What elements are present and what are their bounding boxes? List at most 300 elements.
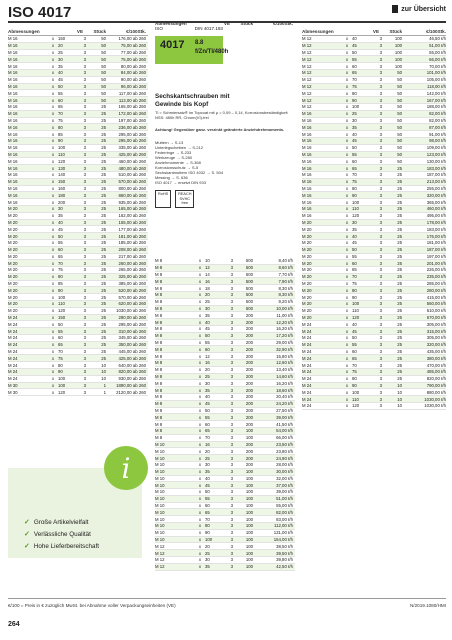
cell-length: 150 (58, 315, 66, 321)
cell-price: 670,00 ℓ/h (426, 315, 446, 321)
cell-price: 118,00 ℓ/h (427, 83, 446, 89)
table-row[interactable] (8, 186, 148, 193)
cell-pieces: 10 (397, 403, 402, 409)
cell-length: 50 (352, 145, 357, 151)
ref-line[interactable]: Unterlegscheiben → S-212 (155, 145, 204, 150)
cell-ve: 3 (379, 213, 382, 219)
cell-x-separator: x (51, 219, 55, 225)
table-row[interactable] (155, 380, 295, 387)
table-row[interactable] (302, 301, 446, 308)
table-row[interactable] (155, 428, 295, 435)
table-row[interactable] (8, 43, 148, 50)
table-row[interactable] (302, 362, 446, 369)
cell-price: 495,00 ℓ/h (426, 213, 446, 219)
table-row[interactable] (8, 240, 148, 247)
table-row[interactable] (302, 349, 446, 356)
cell-ve: 3 (83, 301, 86, 307)
cell-x-separator: x (198, 312, 202, 318)
table-row[interactable] (155, 265, 295, 272)
table-row[interactable] (302, 226, 446, 233)
table-row[interactable] (155, 408, 295, 415)
table-row[interactable] (8, 97, 148, 104)
table-row[interactable] (302, 287, 446, 294)
cell-price: 176,00 ab 260 (118, 36, 146, 42)
table-row[interactable] (302, 369, 446, 376)
ref-line[interactable]: Muttern → S-13 (155, 140, 184, 145)
table-row[interactable] (302, 186, 446, 193)
cell-x-separator: x (51, 117, 55, 123)
table-row[interactable] (302, 104, 446, 111)
cell-x-separator: x (51, 247, 55, 253)
cell-thread-size: M 10 (155, 509, 165, 515)
table-row[interactable] (302, 342, 446, 349)
table-row[interactable] (155, 401, 295, 408)
cell-price: 39,00 ℓ/h (276, 489, 293, 495)
cell-thread-size: M 16 (8, 131, 18, 137)
cell-length: 150 (58, 36, 66, 42)
table-row[interactable] (155, 258, 295, 265)
table-row[interactable] (302, 165, 446, 172)
table-row[interactable] (8, 220, 148, 227)
overview-link[interactable] (392, 5, 446, 13)
table-row[interactable] (302, 152, 446, 159)
cell-pieces: 25 (101, 328, 106, 334)
cell-ve: 3 (230, 326, 233, 332)
table-row[interactable] (155, 557, 295, 564)
cell-thread-size: M 12 (155, 557, 165, 563)
table-row[interactable] (155, 442, 295, 449)
cell-length: 110 (58, 301, 65, 307)
table-row[interactable] (8, 199, 148, 206)
cell-ve: 3 (83, 172, 86, 178)
table-row[interactable] (302, 335, 446, 342)
cell-x-separator: x (51, 111, 55, 117)
cell-pieces: 25 (101, 179, 106, 185)
cell-thread-size: M 20 (302, 219, 312, 225)
cell-price: 197,00 ab 260 (118, 117, 146, 123)
table-row[interactable] (8, 376, 148, 383)
table-row[interactable] (8, 226, 148, 233)
cell-ve: 3 (230, 448, 233, 454)
cell-pieces: 25 (397, 226, 402, 232)
table-row[interactable] (155, 319, 295, 326)
cell-ve: 3 (379, 63, 382, 69)
table-row[interactable] (8, 165, 148, 172)
table-row[interactable] (302, 179, 446, 186)
table-row[interactable] (155, 285, 295, 292)
table-row[interactable] (8, 138, 148, 145)
table-row[interactable] (302, 328, 446, 335)
table-row[interactable] (302, 240, 446, 247)
table-row[interactable] (155, 394, 295, 401)
cell-x-separator: x (345, 83, 349, 89)
cell-pieces: 25 (397, 267, 402, 273)
cell-pieces: 25 (101, 233, 106, 239)
cell-x-separator: x (51, 185, 55, 191)
table-row[interactable] (8, 172, 148, 179)
cell-ve: 3 (379, 97, 382, 103)
cell-ve: 3 (230, 346, 233, 352)
table-row[interactable] (8, 389, 148, 396)
table-row[interactable] (8, 192, 148, 199)
table-row[interactable] (302, 90, 446, 97)
cell-price: 880,00 ℓ/h (426, 389, 446, 395)
table-row[interactable] (155, 414, 295, 421)
cell-price: 183,00 ℓ/h (426, 226, 446, 232)
cell-pieces: 50 (101, 70, 106, 76)
table-row[interactable] (8, 158, 148, 165)
cell-length: 50 (58, 321, 63, 327)
table-row[interactable] (302, 247, 446, 254)
table-row[interactable] (302, 138, 446, 145)
cell-length: 120 (352, 315, 360, 321)
cell-x-separator: x (198, 509, 202, 515)
ref-line[interactable]: Anziehmomente → S-368 (155, 160, 201, 165)
ref-line[interactable]: Federringe → S-233 (155, 150, 192, 155)
table-row[interactable] (8, 50, 148, 57)
table-row[interactable] (302, 260, 446, 267)
cell-pieces: 10 (101, 362, 106, 368)
table-row[interactable] (155, 564, 295, 571)
table-row[interactable] (155, 299, 295, 306)
cell-pieces: 500 (245, 265, 253, 271)
table-row[interactable] (8, 281, 148, 288)
ref-line[interactable]: Werkzeuge → S-280 (155, 155, 193, 160)
cell-price: 20,40 ℓ/h (276, 394, 293, 400)
cell-ve: 3 (379, 253, 382, 259)
table-row[interactable] (155, 312, 295, 319)
cell-pieces: 50 (397, 83, 402, 89)
cell-ve: 3 (379, 226, 382, 232)
cell-price: 280,00 ℓ/h (426, 287, 446, 293)
table-row[interactable] (302, 220, 446, 227)
ref-line[interactable]: Sechskantmuttern ISO 4032 → S. 504 (155, 170, 224, 175)
cell-x-separator: x (345, 240, 349, 246)
cell-length: 60 (58, 97, 63, 103)
table-row[interactable] (302, 376, 446, 383)
cell-pieces: 50 (397, 111, 402, 117)
table-row[interactable] (302, 124, 446, 131)
cell-thread-size: M 16 (302, 192, 312, 198)
table-row[interactable] (155, 387, 295, 394)
cell-length: 35 (58, 213, 63, 219)
cell-thread-size: M 16 (8, 104, 18, 110)
table-row[interactable] (8, 118, 148, 125)
table-row[interactable] (8, 56, 148, 63)
table-row[interactable] (8, 335, 148, 342)
table-row[interactable] (155, 326, 295, 333)
cell-x-separator: x (345, 111, 349, 117)
table-row[interactable] (302, 254, 446, 261)
table-row[interactable] (8, 294, 148, 301)
cell-pieces: 200 (245, 333, 253, 339)
table-row[interactable] (155, 503, 295, 510)
table-row[interactable] (302, 111, 446, 118)
table-row[interactable] (8, 355, 148, 362)
cell-thread-size: M 12 (302, 77, 312, 83)
cell-thread-size: M 16 (8, 145, 18, 151)
table-row[interactable] (8, 36, 148, 43)
table-row[interactable] (302, 172, 446, 179)
table-row[interactable] (155, 367, 295, 374)
cell-thread-size: M 12 (302, 90, 312, 96)
cell-thread-size: M 20 (8, 267, 18, 273)
cell-x-separator: x (198, 435, 202, 441)
table-row[interactable] (8, 90, 148, 97)
cell-pieces: 25 (397, 219, 402, 225)
table-row[interactable] (155, 435, 295, 442)
table-row[interactable] (302, 131, 446, 138)
cell-thread-size: M 16 (8, 165, 18, 171)
table-row[interactable] (8, 274, 148, 281)
table-row[interactable] (302, 321, 446, 328)
cell-thread-size: M 24 (302, 349, 312, 355)
cell-pieces: 25 (397, 199, 402, 205)
cell-price: 54,00 ℓ/h (276, 428, 293, 434)
table-row[interactable] (8, 77, 148, 84)
table-row[interactable] (155, 462, 295, 469)
table-row[interactable] (8, 84, 148, 91)
cell-thread-size: M 20 (302, 294, 312, 300)
cell-price: 2120,00 ab 260 (116, 389, 146, 395)
table-row[interactable] (302, 206, 446, 213)
table-row[interactable] (155, 537, 295, 544)
cell-thread-size: M 10 (155, 537, 165, 543)
cell-x-separator: x (198, 394, 202, 400)
table-row[interactable] (8, 321, 148, 328)
cell-length: 55 (352, 151, 357, 157)
table-row[interactable] (155, 272, 295, 279)
cell-thread-size: M 16 (302, 185, 312, 191)
table-row[interactable] (302, 389, 446, 396)
cell-thread-size: M 16 (8, 185, 18, 191)
table-row[interactable] (8, 213, 148, 220)
cell-x-separator: x (345, 260, 349, 266)
cell-pieces: 10 (397, 396, 402, 402)
table-row[interactable] (8, 233, 148, 240)
cell-x-separator: x (198, 265, 202, 271)
table-row[interactable] (155, 482, 295, 489)
table-row[interactable] (8, 104, 148, 111)
cell-x-separator: x (345, 355, 349, 361)
cell-price: 123,00 ℓ/h (426, 151, 446, 157)
cell-length: 80 (352, 90, 357, 96)
cell-x-separator: x (51, 253, 55, 259)
table-row[interactable] (8, 124, 148, 131)
cell-price: 800,00 ab 260 (118, 185, 146, 191)
cell-length: 50 (205, 489, 210, 495)
cell-x-separator: x (345, 369, 349, 375)
table-row[interactable] (302, 294, 446, 301)
table-row[interactable] (302, 192, 446, 199)
ref-line[interactable]: ISO 4017 → ersetzt DIN 933 (155, 180, 206, 185)
ref-line[interactable]: Messing → S. 636 (155, 175, 188, 180)
table-row[interactable] (302, 43, 446, 50)
cell-pieces: 50 (101, 83, 106, 89)
cell-x-separator: x (51, 274, 55, 280)
cell-length: 20 (58, 43, 63, 49)
cell-ve: 3 (230, 401, 233, 407)
table-row[interactable] (302, 396, 446, 403)
table-row[interactable] (302, 70, 446, 77)
cell-pieces: 50 (101, 56, 106, 62)
table-row[interactable] (302, 97, 446, 104)
cell-x-separator: x (51, 131, 55, 137)
table-row[interactable] (8, 301, 148, 308)
table-row[interactable] (155, 496, 295, 503)
table-row[interactable] (8, 247, 148, 254)
table-row[interactable] (8, 287, 148, 294)
table-row[interactable] (8, 267, 148, 274)
cell-x-separator: x (345, 124, 349, 130)
cell-pieces: 50 (101, 77, 106, 83)
table-row[interactable] (8, 145, 148, 152)
table-row[interactable] (8, 70, 148, 77)
table-row[interactable] (155, 278, 295, 285)
cell-pieces: 50 (397, 158, 402, 164)
cell-x-separator: x (345, 138, 349, 144)
table-row[interactable] (302, 403, 446, 410)
table-row[interactable] (155, 374, 295, 381)
table-row[interactable] (155, 476, 295, 483)
table-row[interactable] (155, 550, 295, 557)
table-row[interactable] (8, 383, 148, 390)
table-row[interactable] (302, 308, 446, 315)
cell-length: 16 (205, 278, 210, 284)
table-row[interactable] (302, 274, 446, 281)
table-row[interactable] (8, 131, 148, 138)
cell-price: 295,00 ab 260 (118, 138, 146, 144)
table-row[interactable] (8, 362, 148, 369)
table-row[interactable] (302, 63, 446, 70)
cell-length: 25 (205, 373, 210, 379)
table-row[interactable] (155, 346, 295, 353)
cell-pieces: 100 (394, 43, 402, 49)
table-row[interactable] (302, 145, 446, 152)
cell-thread-size: M 16 (8, 70, 18, 76)
table-row[interactable] (155, 543, 295, 550)
cell-length: 90 (352, 192, 357, 198)
table-row[interactable] (302, 355, 446, 362)
table-row[interactable] (302, 233, 446, 240)
table-row[interactable] (302, 84, 446, 91)
cell-x-separator: x (198, 258, 202, 264)
table-row[interactable] (302, 267, 446, 274)
table-row[interactable] (155, 469, 295, 476)
table-row[interactable] (302, 281, 446, 288)
cell-pieces: 25 (397, 355, 402, 361)
table-row[interactable] (8, 342, 148, 349)
table-row[interactable] (302, 213, 446, 220)
table-row[interactable] (8, 328, 148, 335)
table-row[interactable] (155, 292, 295, 299)
header-ve: VE (76, 28, 84, 34)
table-row[interactable] (8, 349, 148, 356)
cell-length: 100 (352, 389, 360, 395)
table-row[interactable] (155, 333, 295, 340)
header-pieces: Stück (389, 28, 402, 34)
table-row[interactable] (302, 77, 446, 84)
table-row[interactable] (8, 260, 148, 267)
cell-price: 46,50 ℓ/h (429, 36, 446, 42)
cell-pieces: 25 (101, 308, 106, 314)
table-row[interactable] (155, 455, 295, 462)
cell-price: 226,00 ℓ/h (426, 267, 446, 273)
cell-x-separator: x (198, 387, 202, 393)
price-table-middle-header (155, 19, 295, 27)
table-row[interactable] (155, 489, 295, 496)
table-row[interactable] (8, 308, 148, 315)
cell-ve: 3 (230, 367, 233, 373)
table-row[interactable] (155, 530, 295, 537)
cell-thread-size: M 20 (8, 253, 18, 259)
table-row[interactable] (155, 421, 295, 428)
table-row[interactable] (155, 516, 295, 523)
table-row[interactable] (155, 523, 295, 530)
table-row[interactable] (302, 383, 446, 390)
table-row[interactable] (302, 315, 446, 322)
cell-price: 23,80 ℓ/h (276, 448, 293, 454)
table-row[interactable] (155, 340, 295, 347)
cell-x-separator: x (198, 367, 202, 373)
table-row[interactable] (8, 63, 148, 70)
ref-line[interactable]: Korrosionsschutz → S-5 (155, 165, 199, 170)
table-row[interactable] (8, 152, 148, 159)
cell-length: 55 (58, 240, 63, 246)
cell-thread-size: M 8 (155, 373, 163, 379)
table-row[interactable] (302, 50, 446, 57)
cell-ve: 3 (230, 428, 233, 434)
table-row[interactable] (302, 199, 446, 206)
cell-length: 25 (205, 455, 210, 461)
cell-x-separator: x (51, 124, 55, 130)
cell-pieces: 25 (101, 111, 106, 117)
cell-thread-size: M 20 (302, 253, 312, 259)
table-row[interactable] (8, 111, 148, 118)
cell-ve: 3 (379, 328, 382, 334)
cell-ve: 3 (230, 435, 233, 441)
cell-ve: 3 (83, 389, 86, 395)
table-row[interactable] (155, 448, 295, 455)
table-row[interactable] (155, 353, 295, 360)
cell-ve: 3 (230, 482, 233, 488)
cell-x-separator: x (51, 233, 55, 239)
table-row[interactable] (8, 254, 148, 261)
cell-price: 10,00 ℓ/h (276, 305, 293, 311)
table-row[interactable] (302, 118, 446, 125)
table-row[interactable] (155, 360, 295, 367)
cell-x-separator: x (51, 70, 55, 76)
cell-pieces: 25 (101, 247, 106, 253)
table-row[interactable] (302, 56, 446, 63)
cell-length: 40 (352, 36, 357, 42)
cell-price: 16,20 ℓ/h (276, 326, 293, 332)
check-icon: ✓ (24, 531, 30, 538)
table-row[interactable] (302, 36, 446, 43)
table-row[interactable] (8, 206, 148, 213)
table-row[interactable] (155, 306, 295, 313)
table-row[interactable] (302, 158, 446, 165)
cell-x-separator: x (198, 339, 202, 345)
table-row[interactable] (8, 315, 148, 322)
cell-pieces: 200 (245, 326, 253, 332)
table-row[interactable] (8, 369, 148, 376)
cell-price: 415,00 ℓ/h (426, 294, 446, 300)
cell-ve: 3 (379, 274, 382, 280)
table-row[interactable] (155, 509, 295, 516)
table-row[interactable] (8, 179, 148, 186)
cell-pieces: 25 (397, 247, 402, 253)
